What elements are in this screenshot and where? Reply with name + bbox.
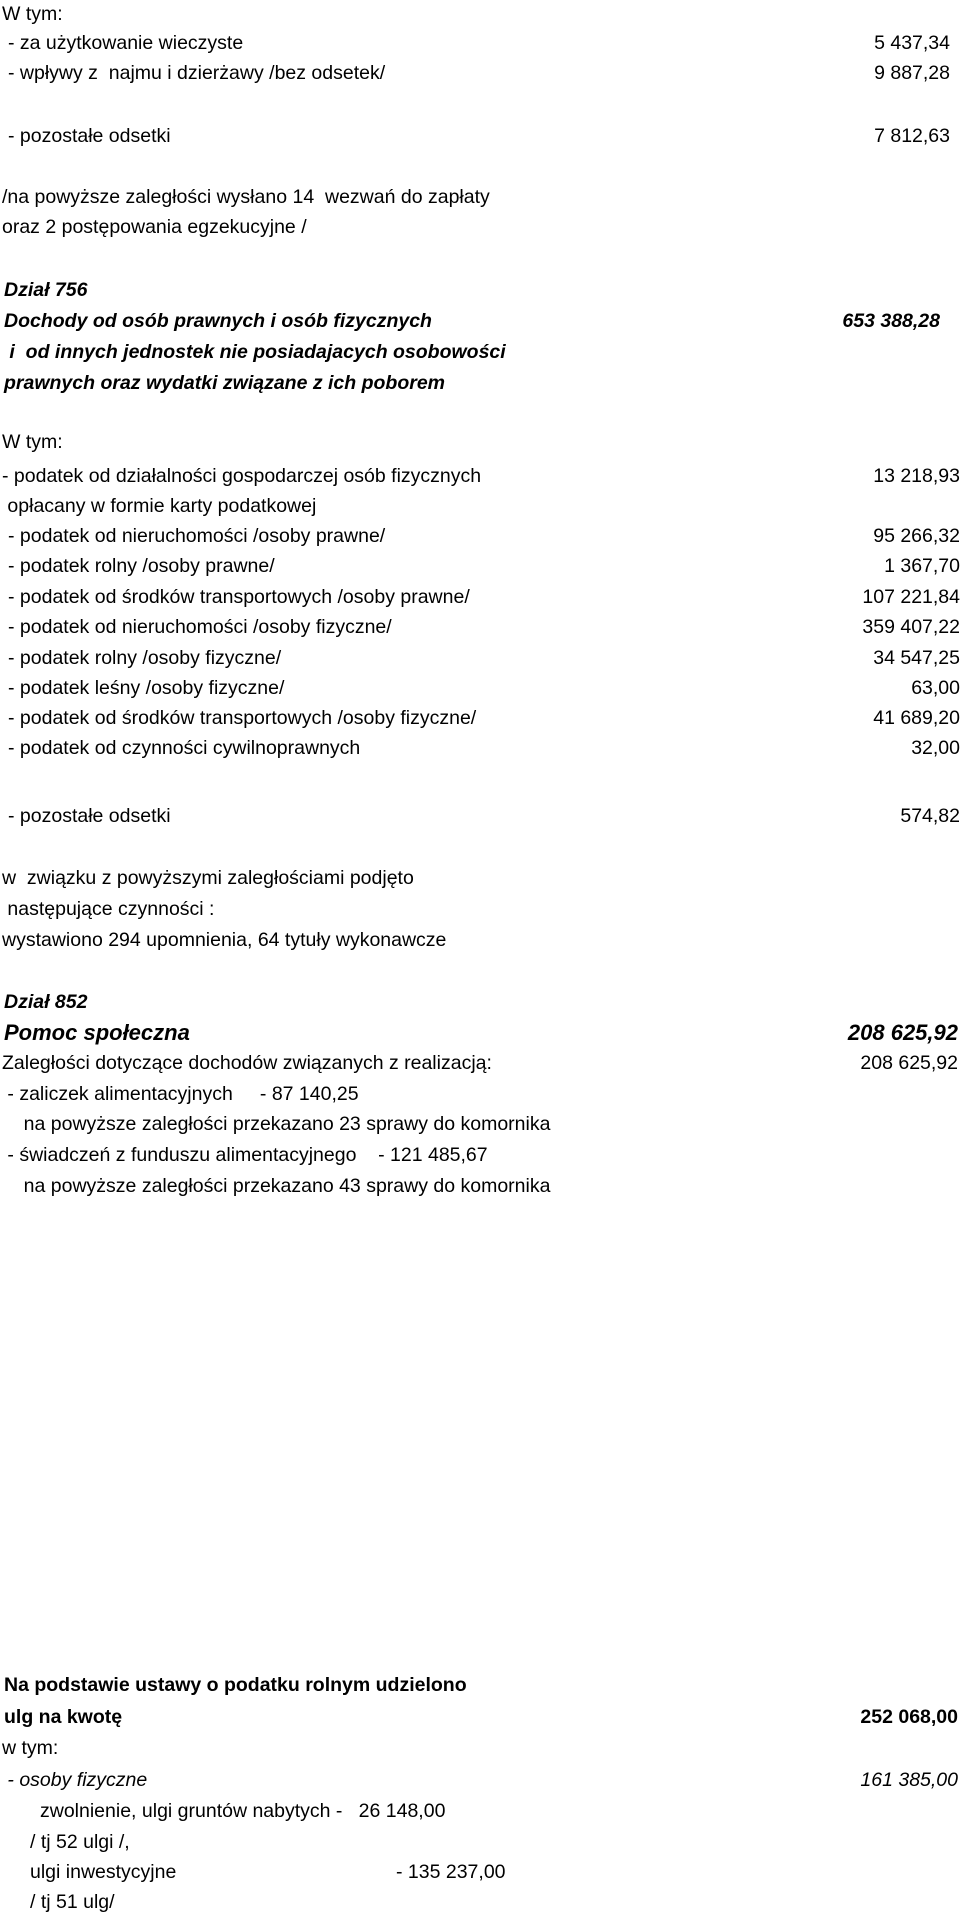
row-amount: 63,00 [911, 677, 960, 699]
detail-line: na powyższe zaległości przekazano 23 sprawy do komornika [2, 1113, 551, 1135]
osoby-label: - osoby fizyczne [2, 1769, 148, 1791]
row-label-cont: opłacany w formie karty podatkowej [2, 495, 317, 517]
detail-line: ulgi inwestycyjne [30, 1861, 177, 1883]
osoby-amount: 161 385,00 [860, 1769, 958, 1791]
section-heading-756: Dział 756 [4, 279, 88, 301]
note-line: następujące czynności : [2, 898, 215, 920]
row-label: - podatek rolny /osoby prawne/ [8, 555, 275, 577]
section-total-756: 653 388,28 [842, 310, 940, 332]
section-heading-852: Dział 852 [4, 991, 88, 1013]
row-label: - za użytkowanie wieczyste [8, 32, 244, 54]
section-title-852: Pomoc społeczna [4, 1020, 190, 1045]
row-label: - podatek od nieruchomości /osoby fizyczne/ [8, 616, 392, 638]
row-amount: 34 547,25 [873, 647, 960, 669]
row-amount: 1 367,70 [884, 555, 960, 577]
row-label: - podatek od środków transportowych /osoby prawne/ [8, 586, 470, 608]
section-title-756: i od innych jednostek nie posiadajacych osobowości [4, 341, 506, 363]
row-amount: 107 221,84 [862, 586, 960, 608]
w-tym-label-1: W tym: [2, 3, 63, 25]
w-tym-label-3: w tym: [2, 1737, 59, 1759]
row-amount: 208 625,92 [860, 1052, 958, 1074]
row-amount: 32,00 [911, 737, 960, 759]
row-amount: 9 887,28 [874, 62, 950, 84]
row-label: - podatek od nieruchomości /osoby prawne/ [8, 525, 386, 547]
note-line: /na powyższe zaległości wysłano 14 wezwań do zapłaty [2, 186, 490, 208]
note-line: wystawiono 294 upomnienia, 64 tytuły wykonawcze [2, 929, 447, 951]
row-label: - podatek od środków transportowych /osoby fizyczne/ [8, 707, 477, 729]
note-line: oraz 2 postępowania egzekucyjne / [2, 216, 307, 238]
row-label: - podatek od czynności cywilnoprawnych [8, 737, 361, 759]
row-amount: 13 218,93 [873, 465, 960, 487]
detail-line: zwolnienie, ulgi gruntów nabytych - 26 148,00 [40, 1800, 446, 1822]
row-amount: 5 437,34 [874, 32, 950, 54]
detail-amount: - 135 237,00 [396, 1861, 506, 1883]
row-label: - pozostałe odsetki [8, 125, 171, 147]
detail-line: / tj 52 ulgi /, [30, 1831, 130, 1853]
row-amount: 41 689,20 [873, 707, 960, 729]
detail-line: / tj 51 ulg/ [30, 1891, 115, 1913]
row-label: - podatek rolny /osoby fizyczne/ [8, 647, 282, 669]
detail-line: na powyższe zaległości przekazano 43 sprawy do komornika [2, 1175, 551, 1197]
row-amount: 95 266,32 [873, 525, 960, 547]
note-line: w związku z powyższymi zaległościami podjęto [2, 867, 414, 889]
row-amount: 7 812,63 [874, 125, 950, 147]
section-title-756: prawnych oraz wydatki związane z ich poborem [4, 372, 446, 394]
row-label: - pozostałe odsetki [8, 805, 171, 827]
w-tym-label-2: W tym: [2, 431, 63, 453]
detail-line: - świadczeń z funduszu alimentacyjnego - 121 485,67 [2, 1144, 488, 1166]
row-label: - podatek od działalności gospodarczej osób fizycznych [2, 465, 482, 487]
section-total-852: 208 625,92 [847, 1020, 958, 1045]
ulgi-total: 252 068,00 [860, 1706, 958, 1728]
section-title-756: Dochody od osób prawnych i osób fizycznych [4, 310, 432, 332]
ulgi-heading: ulg na kwotę [4, 1706, 123, 1728]
ulgi-heading: Na podstawie ustawy o podatku rolnym udzielono [4, 1674, 467, 1696]
row-label: - podatek leśny /osoby fizyczne/ [8, 677, 285, 699]
detail-line: - zaliczek alimentacyjnych - 87 140,25 [2, 1083, 359, 1105]
row-amount: 574,82 [900, 805, 960, 827]
row-label: Zaległości dotyczące dochodów związanych z realizacją: [2, 1052, 492, 1074]
row-label: - wpływy z najmu i dzierżawy /bez odsetek/ [8, 62, 386, 84]
row-amount: 359 407,22 [862, 616, 960, 638]
